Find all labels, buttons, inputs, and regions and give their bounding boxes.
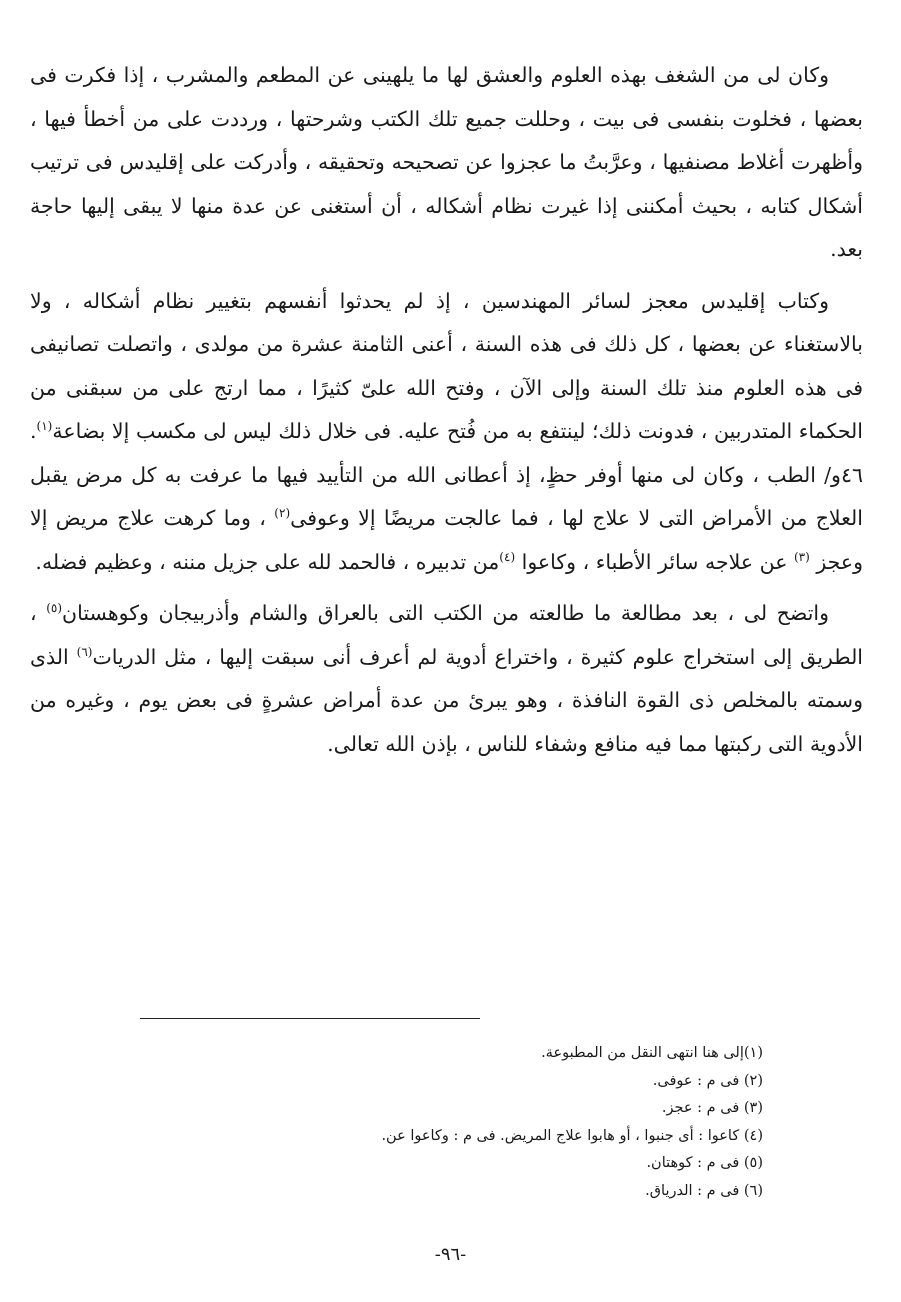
footnote-marker: (٥) [46,601,63,616]
footnote-marker: (٢) [274,506,291,521]
text-run: عن علاجه سائر الأطباء ، وكاعوا [515,549,794,574]
text-run: وكان لى من الشغف بهذه العلوم والعشق لها ما يلهينى عن المطعم والمشرب ، إذا فكرت فى بعضها ، فخلوت بنفسى فى بيت ، وحللت جميع تلك الكتب وشرحتها ، ورددت على من أخطأ فيها ، وأظهرت أغلاط مصنفيها ، وعرَّبتُ ما عجزوا عن تصحيحه وتحقيقه ، وأدركت على إقليدس فى ترتيب أشكال كتابه ، بحيث أمكننى إذا غيرت نظام أشكاله ، أن أستغنى عن عدة منها لا يبقى إليها حاجة بعد. [30,63,863,261]
footnote-marker: (١) [36,419,53,434]
footnote-2: (٢) فى م : عوفى. [652,1072,763,1089]
paragraph [30,280,863,585]
footnote-marker: (٤) [499,549,516,564]
footnote-3: (٣) فى م : عجز. [661,1100,763,1116]
text-run: ، الطريق إلى استخراج علوم كثيرة ، واختراع أدوية لم أعرف أنى سبقت إليها ، مثل الدريات [30,601,864,669]
footnote-separator [140,1018,480,1019]
text-run: واتضح لى ، بعد مطالعة ما طالعته من الكتب التى بالعراق والشام وأذربيجان وكوهستان [62,601,829,625]
footnote-5: (٥) فى م : كوهتان. [646,1155,763,1171]
footnote-6: (٦) فى م : الدرياق. [645,1182,763,1199]
paragraph [30,54,863,272]
text-run: من تدبيره ، فالحمد لله على جزيل مننه ، وعظيم فضله. [35,549,500,574]
footnote-marker: (٦) [76,644,93,659]
footnote-1: (١)إلى هنا انتهى النقل من المطبوعة. [541,1045,763,1061]
paragraph [30,592,863,766]
text-run: وكتاب إقليدس معجز لسائر المهندسين ، إذ لم يحدثوا أنفسهم بتغيير نظام أشكاله ، ولا بالاستغناء عن بعضها ، كل ذلك فى هذه السنة ، أعنى الثامنة عشرة من مولدى ، واتصلت تصانيفى فى هذه العلوم منذ تلك السنة وإلى الآن ، وفتح الله علىّ كثيرًا ، مما ارتج على من سبقنى من الحكماء المتدربين ، فدونت ذلك؛ لينتفع به من فُتح عليه. فى خلال ذلك ليس لى مكسب إلا بضاعة [30,288,863,443]
text-run: . ٤٦و/ الطب ، وكان لى منها أوفر حظٍ، إذ أعطانى الله من التأييد فيها ما عرفت به كل مرض يقبل العلاج من الأمراض التى لا علاج لها ، فما عالجت مريضًا إلا وعوفى [30,419,863,530]
text-run: الذى وسمته بالمخلص ذى القوة النافذة ، وهو يبرئ من عدة أمراض عشرةٍ فى بعض يوم ، وغيره من الأدوية التى ركبتها مما فيه منافع وشفاء للناس ، بإذن الله تعالى. [30,644,863,756]
text-run: ، وما كرهت علاج مريض إلا وعجز [30,506,863,574]
footnote-4: (٤) كاعوا : أى جنبوا ، أو هابوا علاج المريض. فى م : وكاعوا عن. [381,1127,763,1144]
page-number: -٩٦- [434,1244,467,1265]
footnote-marker: (٣) [793,549,810,564]
body-text [30,54,863,766]
footnotes [63,1040,763,1205]
